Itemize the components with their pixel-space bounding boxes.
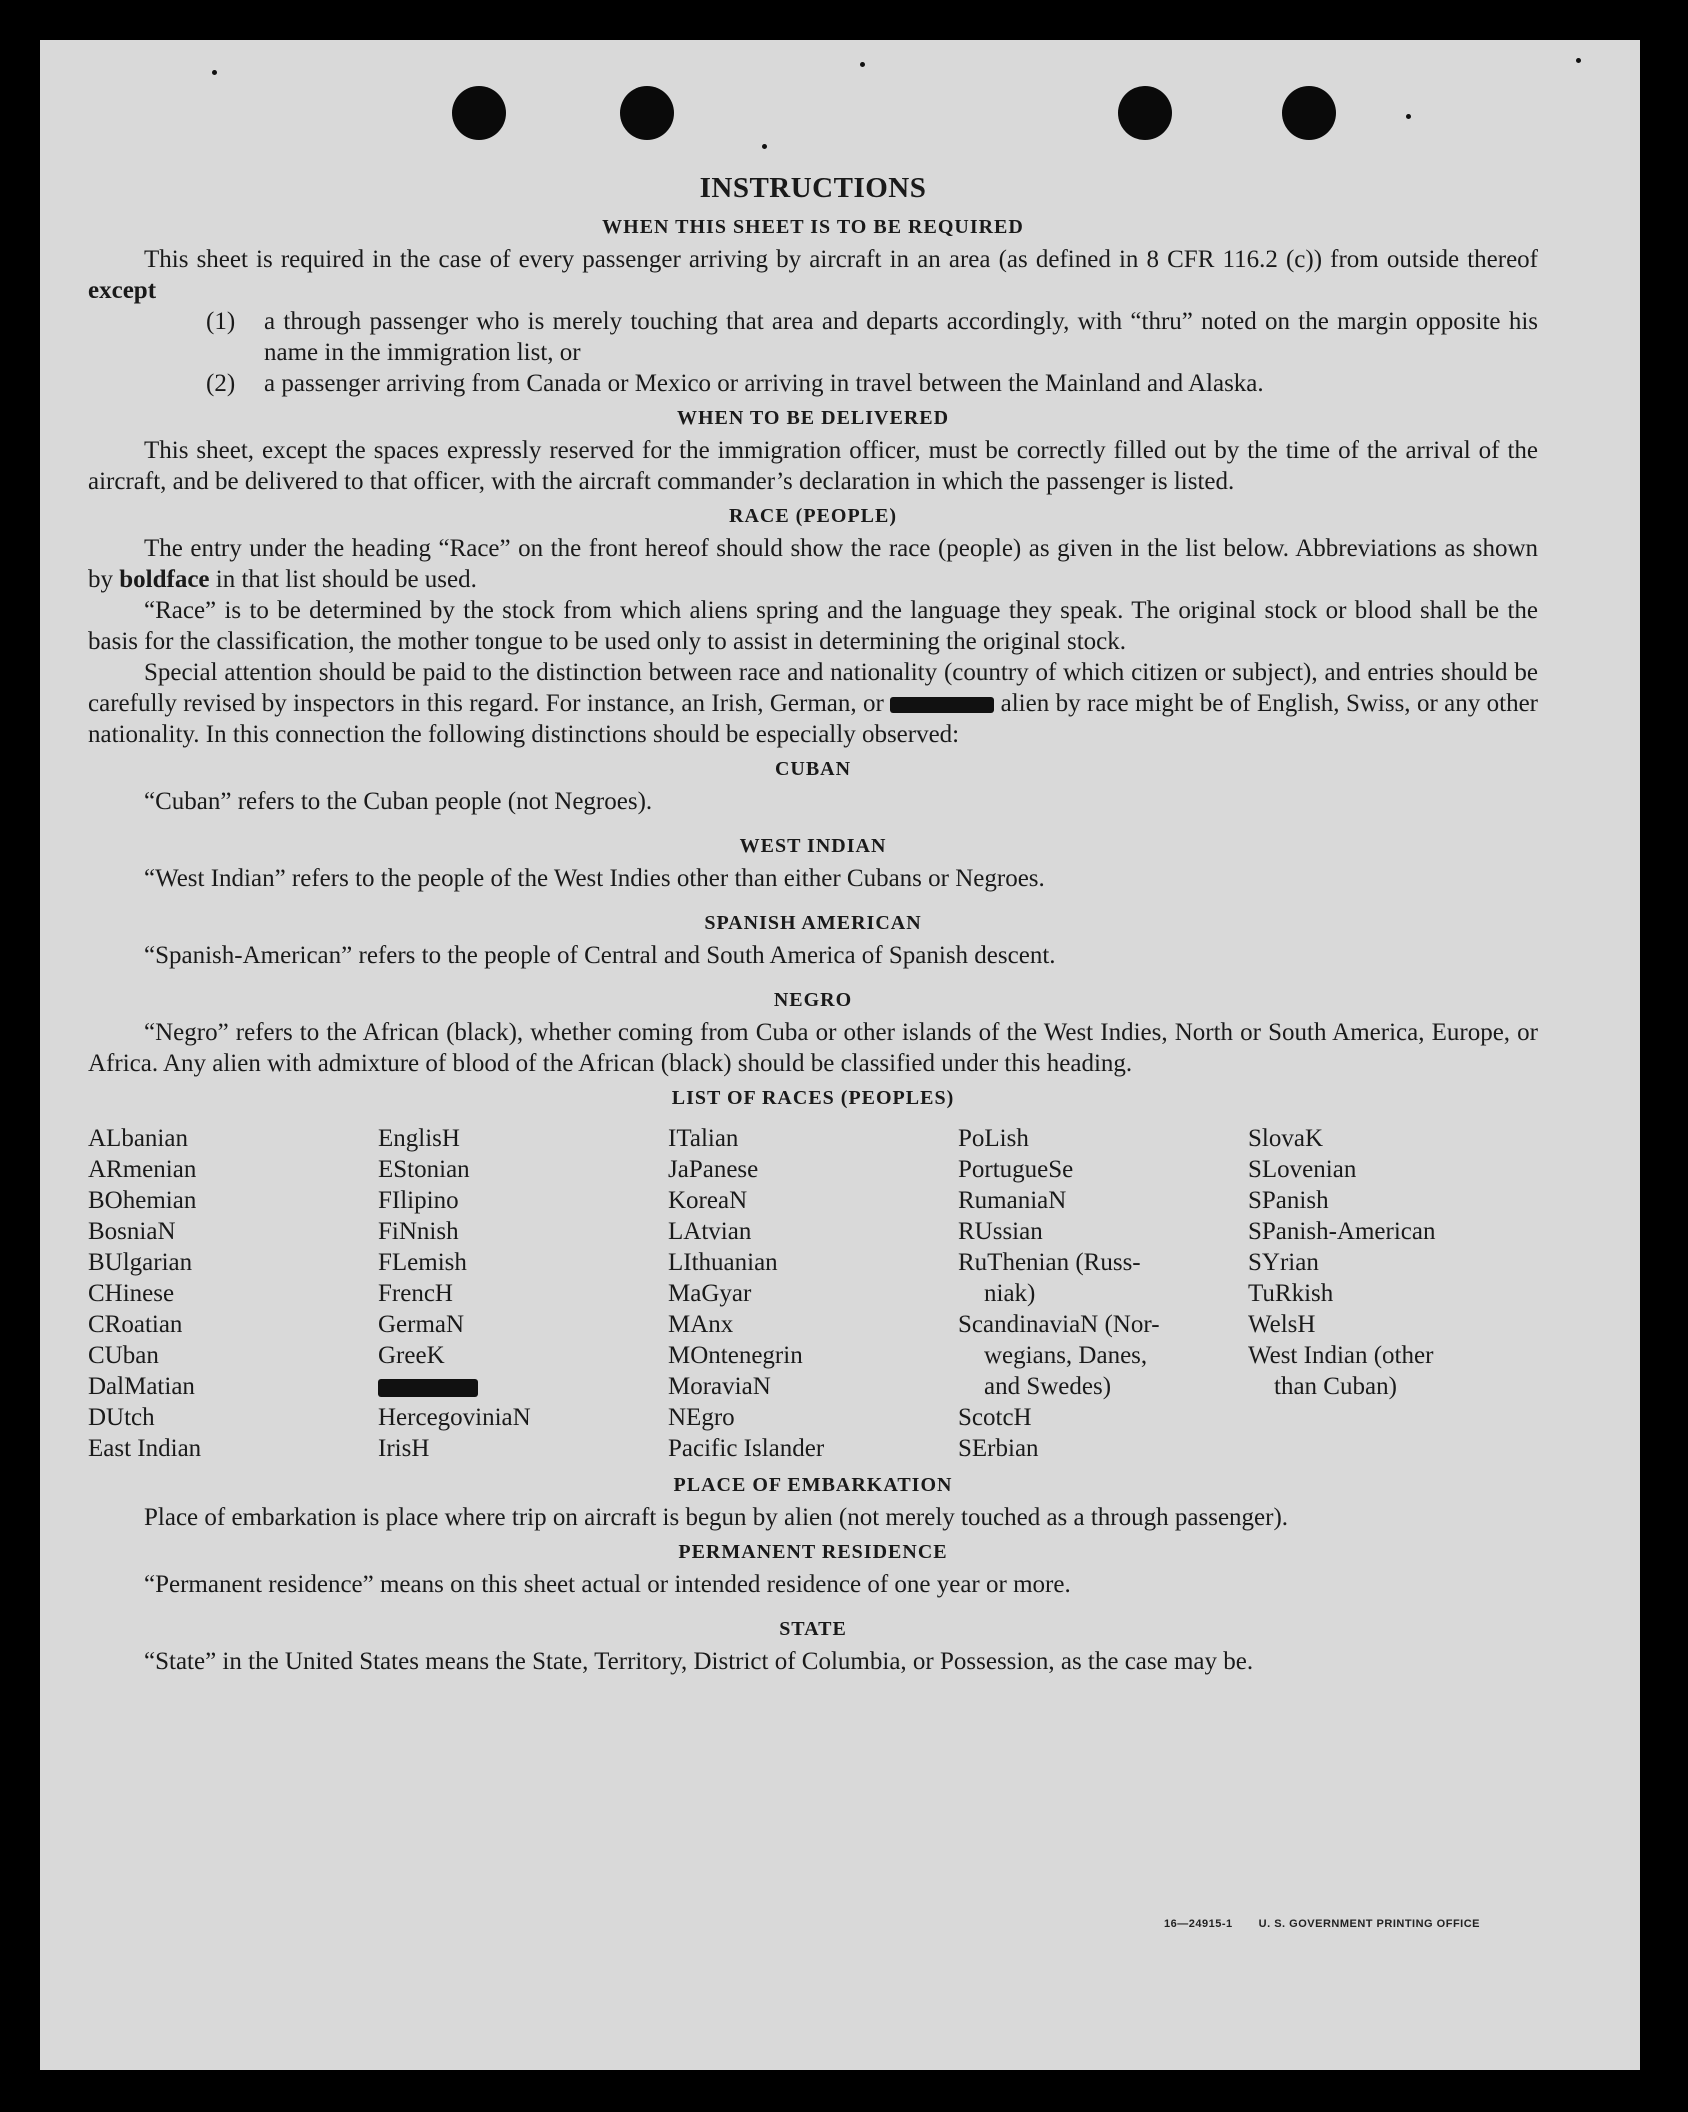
- race-item: NEgro: [668, 1404, 735, 1431]
- race-item: LIthuanian: [668, 1249, 778, 1276]
- race-item: Pacific Islander: [668, 1435, 825, 1462]
- punch-hole: [620, 86, 674, 140]
- section-heading-residence: PERMANENT RESIDENCE: [678, 1541, 948, 1563]
- section-heading-cuban: CUBAN: [774, 758, 852, 780]
- item-text: a passenger arriving from Canada or Mexico or arriving in travel between the Mainland and Alaska.: [264, 370, 1264, 397]
- races-column-5: [1248, 1123, 1538, 1464]
- section-heading-state: STATE: [779, 1618, 847, 1640]
- race-item-continued: and Swedes): [984, 1373, 1112, 1400]
- punch-hole: [452, 86, 506, 140]
- section-heading-list: LIST OF RACES (PEOPLES): [671, 1087, 955, 1109]
- race-item: ITalian: [668, 1125, 739, 1152]
- race-item: CHinese: [88, 1280, 175, 1307]
- race-item: SYrian: [1248, 1249, 1319, 1276]
- race-item: MaGyar: [668, 1280, 752, 1307]
- race-item: East Indian: [88, 1435, 202, 1462]
- race-item: DalMatian: [88, 1373, 195, 1400]
- race-item: FrencH: [378, 1280, 453, 1307]
- race-item: FiNnish: [378, 1218, 459, 1245]
- race-item: GreeK: [378, 1342, 445, 1369]
- redaction-mark: [378, 1379, 478, 1397]
- race-p1-boldface: boldface: [119, 566, 210, 593]
- race-item: EnglisH: [378, 1125, 460, 1152]
- race-item: IrisH: [378, 1435, 430, 1462]
- residence-text: “Permanent residence” means on this sheet actual or intended residence of one year or more.: [144, 1571, 1071, 1598]
- race-item: TuRkish: [1248, 1280, 1334, 1307]
- paper-speck: [762, 144, 767, 149]
- section-heading-required: WHEN THIS SHEET IS TO BE REQUIRED: [602, 216, 1024, 238]
- embarkation-text: Place of embarkation is place where trip on aircraft is begun by alien (not merely touched as a through passenger).: [144, 1504, 1289, 1531]
- section-heading-west-indian: WEST INDIAN: [739, 835, 887, 857]
- race-item: CUban: [88, 1342, 159, 1369]
- punch-hole: [1282, 86, 1336, 140]
- races-column-3: [668, 1123, 958, 1464]
- document-sheet: [40, 40, 1640, 2070]
- delivered-text: This sheet, except the spaces expressly reserved for the immigration officer, must be correctly filled out by the time of the arrival of the aircraft, and be delivered to that officer, with the aircraft commander’s declaration in which the passenger is listed.: [88, 437, 1538, 495]
- race-p3-text: Special attention should be paid to the distinction between race and nationality (country of which citizen or subject), and entries should be carefully revised by inspectors in this regard. For instance, an Irish, German, or: [88, 659, 1538, 717]
- punch-hole: [1118, 86, 1172, 140]
- page-title: INSTRUCTIONS: [699, 172, 927, 204]
- footer-imprint: [1164, 1918, 1480, 1930]
- section-heading-spanish-american: SPANISH AMERICAN: [704, 912, 922, 934]
- race-item: PortugueSe: [958, 1156, 1074, 1183]
- race-item: MOntenegrin: [668, 1342, 803, 1369]
- state-text: “State” in the United States means the State, Territory, District of Columbia, or Possession, as the case may be.: [144, 1648, 1254, 1675]
- item-number: (2): [206, 370, 236, 397]
- race-item: WelsH: [1248, 1311, 1316, 1338]
- race-item: SlovaK: [1248, 1125, 1323, 1152]
- race-item: SPanish-American: [1248, 1218, 1436, 1245]
- west-indian-text: “West Indian” refers to the people of the West Indies other than either Cubans or Negroes.: [144, 865, 1045, 892]
- section-heading-embarkation: PLACE OF EMBARKATION: [673, 1474, 953, 1496]
- race-item: BosniaN: [88, 1218, 176, 1245]
- required-intro-text: This sheet is required in the case of every passenger arriving by aircraft in an area (as defined in 8 CFR 116.2 (c)) from outside thereof: [144, 246, 1538, 273]
- paper-speck: [1406, 114, 1411, 119]
- race-item: FLemish: [378, 1249, 467, 1276]
- race-item-continued: wegians, Danes,: [984, 1342, 1148, 1369]
- paper-speck: [212, 70, 217, 75]
- race-item: KoreaN: [668, 1187, 748, 1214]
- race-paragraph-2: “Race” is to be determined by the stock from which aliens spring and the language they speak. The original stock or blood shall be the basis for the classification, the mother tongue to be used only to assist in determining the original stock.: [88, 597, 1538, 655]
- required-item-1: [88, 306, 1538, 368]
- spanish-american-text: “Spanish-American” refers to the people of Central and South America of Spanish descent.: [144, 942, 1056, 969]
- item-number: (1): [206, 308, 236, 335]
- race-item: JaPanese: [668, 1156, 759, 1183]
- race-item: FIlipino: [378, 1187, 459, 1214]
- cuban-text: “Cuban” refers to the Cuban people (not Negroes).: [144, 788, 653, 815]
- race-item: ScandinaviaN (Nor-: [958, 1311, 1160, 1338]
- document-body: [88, 168, 1538, 1677]
- required-intro-except: except: [88, 277, 157, 304]
- races-column-1: [88, 1123, 378, 1464]
- race-item: BOhemian: [88, 1187, 197, 1214]
- race-paragraph-1: [88, 533, 1538, 595]
- race-p1-text: The entry under the heading “Race” on the front hereof should show the race (people) as given in the list below. Abbreviations as shown by: [88, 535, 1538, 593]
- race-item: SPanish: [1248, 1187, 1329, 1214]
- section-heading-delivered: WHEN TO BE DELIVERED: [676, 407, 950, 429]
- race-item: West Indian (other: [1248, 1342, 1434, 1369]
- race-item: SErbian: [958, 1435, 1039, 1462]
- required-intro: [88, 244, 1538, 306]
- race-item: BUlgarian: [88, 1249, 193, 1276]
- race-item: CRoatian: [88, 1311, 183, 1338]
- race-item: ScotcH: [958, 1404, 1032, 1431]
- race-p3-text-end: alien by race might be of English, Swiss, or any other nationality. In this connection the following distinctions should be especially observed:: [88, 690, 1539, 748]
- race-item: SLovenian: [1248, 1156, 1357, 1183]
- race-item-continued: than Cuban): [1274, 1373, 1397, 1400]
- race-item: RUssian: [958, 1218, 1043, 1245]
- item-text: a through passenger who is merely touching that area and departs accordingly, with “thru” noted on the margin opposite his name in the immigration list, or: [264, 308, 1538, 366]
- redaction-mark: [890, 697, 994, 713]
- race-item: LAtvian: [668, 1218, 752, 1245]
- race-paragraph-3: [88, 657, 1538, 750]
- paper-speck: [860, 62, 865, 67]
- races-column-2: [378, 1123, 668, 1464]
- section-heading-race: RACE (PEOPLE): [729, 505, 897, 527]
- race-item-redacted: [378, 1371, 668, 1402]
- race-item: RuThenian (Russ-: [958, 1249, 1141, 1276]
- printer-name: U. S. GOVERNMENT PRINTING OFFICE: [1258, 1918, 1480, 1930]
- race-item: ARmenian: [88, 1156, 197, 1183]
- race-item: HercegoviniaN: [378, 1404, 531, 1431]
- race-item-continued: niak): [984, 1280, 1036, 1307]
- race-item: GermaN: [378, 1311, 465, 1338]
- required-item-2: [88, 368, 1538, 399]
- race-item: DUtch: [88, 1404, 155, 1431]
- paper-speck: [1576, 58, 1581, 63]
- race-item: MoraviaN: [668, 1373, 771, 1400]
- races-list: [88, 1123, 1538, 1464]
- race-item: PoLish: [958, 1125, 1029, 1152]
- race-p1-text-end: in that list should be used.: [209, 566, 477, 593]
- race-item: ALbanian: [88, 1125, 188, 1152]
- race-item: MAnx: [668, 1311, 734, 1338]
- form-number: 16—24915-1: [1164, 1918, 1233, 1930]
- section-heading-negro: NEGRO: [773, 989, 853, 1011]
- race-item: RumaniaN: [958, 1187, 1067, 1214]
- races-column-4: [958, 1123, 1248, 1464]
- negro-text: “Negro” refers to the African (black), whether coming from Cuba or other islands of the West Indies, North or South America, Europe, or Africa. Any alien with admixture of blood of the African (black) should be classified under this heading.: [88, 1019, 1538, 1077]
- race-item: EStonian: [378, 1156, 470, 1183]
